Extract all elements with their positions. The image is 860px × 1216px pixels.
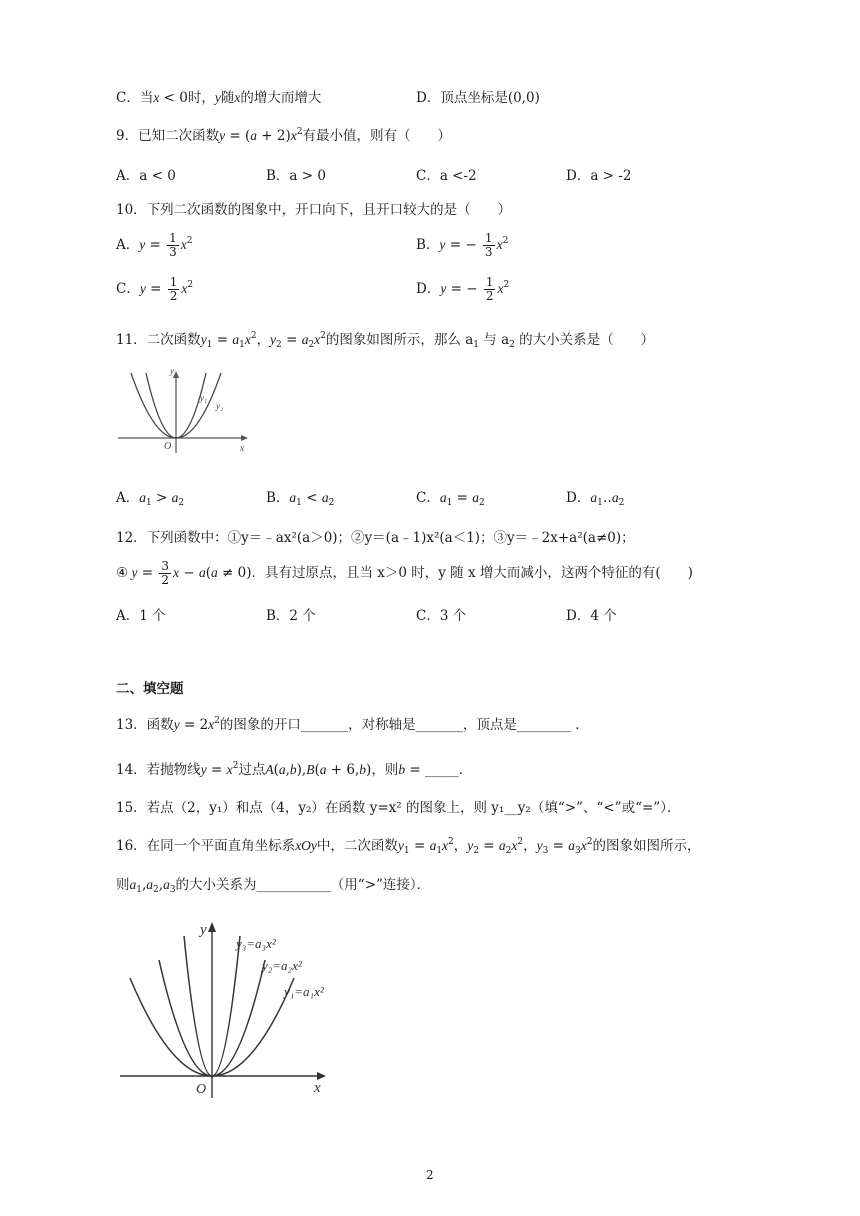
q11-stem-c: 的图象如图所示，那么 a [325, 332, 474, 348]
q11-stem-d: 与 a [478, 332, 510, 348]
q10d-label: D． [416, 281, 441, 297]
q11-option-a: A．$a_1 > a_2$ [116, 490, 185, 508]
q16-parabola-figure [116, 916, 342, 1106]
q11a-label: A． [116, 490, 140, 506]
q10a-label: A． [116, 237, 140, 253]
q11c-label: C． [416, 490, 440, 506]
fig11-curve-y2: y₂ [216, 401, 224, 411]
q16-line-1: 16．在同一个平面直角坐标系xOy中，二次函数$y_1 = a_1x^2$，$y_2 = a_2x^2$，$y_3 = a_3x^2$的图象如图所示， [116, 837, 701, 856]
q8-option-c: C．当x < 0时，y随x的增大而增大 [116, 90, 322, 106]
fig16-label-y1: y₁=a₁x² [284, 984, 324, 999]
q9-option-a: A．a < 0 [116, 168, 176, 184]
q12-item4: ④ [116, 565, 129, 581]
q11-parabola-figure [114, 365, 254, 457]
q14-b: 过点 [238, 762, 266, 778]
q15: 15．若点（2，y₁）和点（4，y₂）在函数 y=x² 的图象上，则 y₁__y₂（填“>”、“<”或“=”）． [116, 800, 681, 816]
q8c-x: x [234, 90, 241, 105]
q11-option-c: C．$a_1 = a_2$ [416, 490, 485, 508]
q11d-label: D． [566, 490, 591, 506]
q8d-value: (0,0) [507, 90, 540, 106]
q14-d: _____． [424, 762, 473, 778]
q9-stem-b: 有最小值，则有（ ） [302, 128, 451, 144]
q14-a: 14．若抛物线 [116, 762, 201, 778]
q10-option-c: C．y = $\frac{1}{2}$ $x^2$ [116, 275, 194, 303]
q11-stem-e: 的大小关系是（ ） [514, 332, 655, 348]
q16-e: 的图象如图所示， [592, 838, 701, 854]
fig11-origin: O [164, 441, 172, 452]
q11-stem: 11．二次函数$y_1 = a_1x^2$，$y_2 = a_2x^2$的图象如图所示，那么 $a_1$ 与 $a_2$ 的大小关系是（ ） [116, 331, 655, 350]
fig11-y-label: y [170, 366, 174, 376]
fig11-x-label: x [240, 443, 244, 453]
q14: 14．若抛物线$y = x^2$过点A(a,b),B(a + 6,b)，则b = _____． [116, 761, 473, 778]
q12-line2-text: ．具有过原点，且当 x＞0 时，y 随 x 增大而减小，这两个特征的有( ) [251, 565, 693, 581]
q16-line2-b: 的大小关系为___________（用“>”连接）． [175, 877, 431, 893]
q16-a: 16．在同一个平面直角坐标系 [116, 838, 296, 854]
fig16-label-y2: y₂=a₂x² [262, 958, 302, 973]
q14-c: ，则 [371, 762, 399, 778]
fig16-label-y3: y₃=a₃x² [236, 936, 276, 951]
q16-line2-a: 则 [116, 877, 130, 893]
q8d-label: D．顶点坐标是 [416, 90, 508, 106]
q13: 13．函数$y = 2x^2$的图象的开口_______，对称轴是_______，顶点是________ ． [116, 716, 589, 733]
q8-option-d [416, 86, 540, 106]
q11-option-d: D．$a_1‥a_2$ [566, 490, 625, 508]
section-fill-in-heading: 二、填空题 [116, 681, 184, 697]
fig16-y-label: y [200, 922, 207, 938]
q8c-mid: 时， [187, 90, 215, 106]
q11-stem-a: 11．二次函数 [116, 332, 201, 348]
q8c-sui: 随 [220, 90, 235, 106]
q16-b: 中，二次函数 [316, 838, 398, 854]
q16-c: ， [453, 838, 468, 854]
q9-option-c: C．a <-2 [416, 168, 477, 184]
q12-option-a: A．1 个 [116, 608, 166, 624]
q10-stem: 10．下列二次函数的图象中，开口向下，且开口较大的是（ ） [116, 202, 512, 218]
fig11-curve-y1: y₁ [200, 393, 208, 403]
q9-option-b: B．a > 0 [266, 168, 326, 184]
q12-stem: 12．下列函数中：①y＝﹣ax²(a＞0)；②y＝(a﹣1)x²(a＜1)；③y＝﹣2x+a²(a≠0)； [116, 530, 635, 546]
page-number: 2 [426, 1168, 434, 1182]
q8c-y: y [214, 90, 221, 105]
q12-option-b: B．2 个 [266, 608, 316, 624]
fig16-origin: O [196, 1082, 207, 1097]
q13-b: 的图象的开口_______，对称轴是_______，顶点是________ ． [219, 717, 589, 733]
q11b-label: B． [266, 490, 290, 506]
q10b-label: B． [416, 237, 440, 253]
q10c-label: C． [116, 281, 140, 297]
q11-stem-b: ， [256, 332, 271, 348]
q12-line-2: ④ y = $\frac{3}{2}$ x − a(a ≠ 0)．具有过原点，且当 x＞0 时，y 随 x 增大而减小，这两个特征的有( ) [116, 559, 693, 587]
q12-option-d: D．4 个 [566, 608, 617, 624]
q16-d: ， [523, 838, 537, 854]
q12-option-c: C．3 个 [416, 608, 467, 624]
q10-option-d: D．y = − $\frac{1}{2}$ $x^2$ [416, 275, 510, 303]
q9-formula: y [219, 128, 226, 143]
fig16-x-label: x [314, 1080, 321, 1096]
q8c-label: C．当 [116, 90, 154, 106]
q9-option-d: D．a > -2 [566, 168, 632, 184]
q9-stem-a: 9．已知二次函数 [116, 128, 220, 144]
q11-option-b: B．$a_1 < a_2$ [266, 490, 335, 508]
q8c-condition: x [153, 90, 160, 105]
q10-option-b: B．y = − $\frac{1}{3}$ $x^2$ [416, 231, 509, 259]
q8c-end: 的增大而增大 [240, 90, 322, 106]
q9-stem: 9．已知二次函数$y = (a + 2)x^2$有最小值，则有（ ） [116, 127, 451, 144]
q10-option-a: A．y = $\frac{1}{3}$ $x^2$ [116, 231, 193, 259]
q13-a: 13．函数 [116, 717, 174, 733]
q16-line-2: 则$a_1,a_2,a_3$的大小关系为___________（用“>”连接）． [116, 877, 431, 895]
